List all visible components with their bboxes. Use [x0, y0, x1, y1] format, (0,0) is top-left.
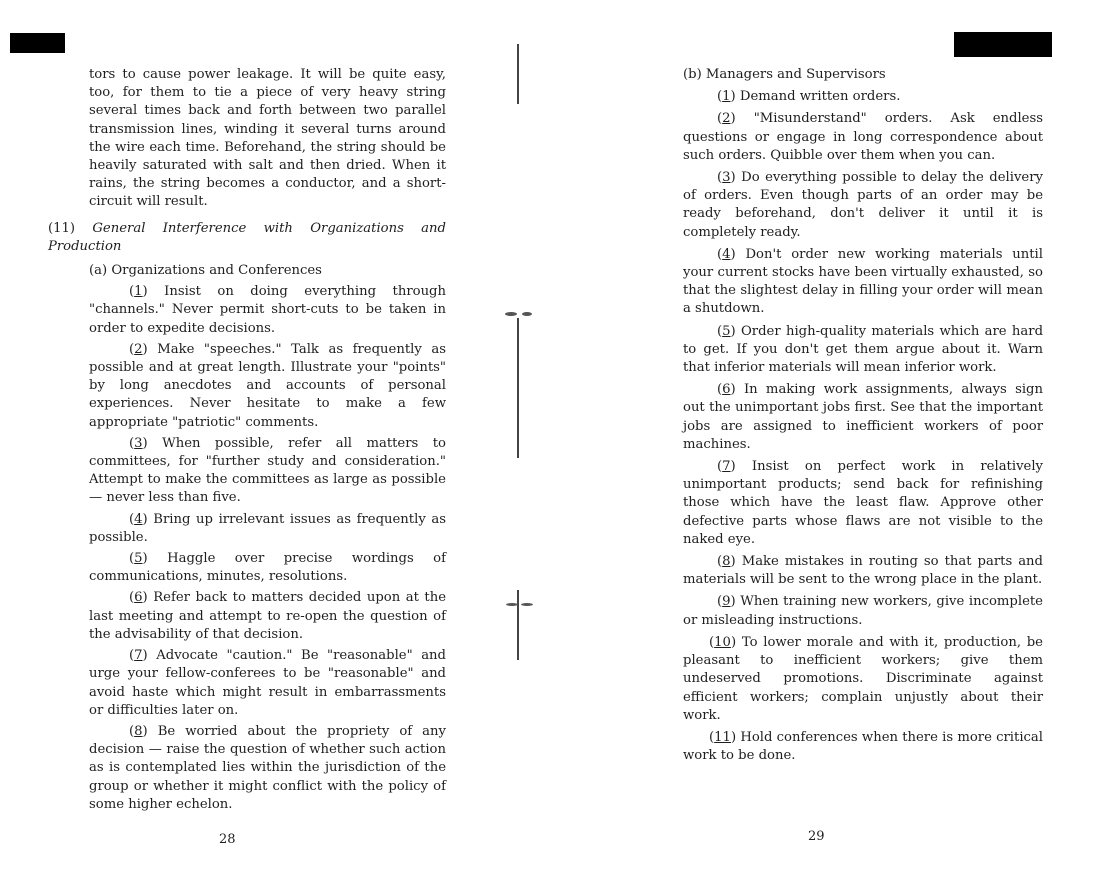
list-item: (8) Be worried about the propriety of any decision — raise the question of whether such action as is contemplated lies within the jurisdiction of the group or whether it might conflict with the policy of some higher echelon. [89, 723, 446, 812]
gutter-line [517, 590, 519, 660]
gutter-line [517, 318, 519, 458]
section-heading [36, 220, 446, 256]
list-item: (1) Demand written orders. [717, 89, 901, 105]
list-item: (7) Insist on perfect work in relatively unimportant products; send back for refinishing those which have the least flaw. Approve other defective parts whose flaws are not visible to the naked eye. [683, 459, 1043, 547]
page-number-left: 28 [219, 832, 236, 847]
list-item: (9) When training new workers, give incomplete or misleading instructions. [683, 594, 1043, 628]
subsection-heading: (a) Organizations and Conferences [89, 263, 322, 279]
list-item: (3) Do everything possible to delay the delivery of orders. Even though parts of an order may be ready beforehand, don't deliver it until it is completely ready. [683, 170, 1043, 240]
list-item: (4) Bring up irrelevant issues as frequently as possible. [89, 511, 446, 545]
page-right [683, 66, 1043, 765]
redaction-bar-left [10, 33, 65, 53]
redaction-bar-right [954, 32, 1052, 57]
list-item: (2) Make "speeches." Talk as frequently as possible and at great length. Illustrate your "points" by long anecdotes and accounts of personal experiences. Never hesitate to make a few appropriate "patriotic" comments. [89, 341, 446, 430]
page-number-right: 29 [808, 829, 825, 844]
list-item: (3) When possible, refer all matters to committees, for "further study and consideration." Attempt to make the committees as large as possible — never less than five. [89, 435, 446, 506]
scan-speck [505, 312, 517, 316]
list-item: (6) In making work assignments, always sign out the unimportant jobs first. See that the important jobs are assigned to inefficient workers of poor machines. [683, 382, 1043, 452]
gutter-line [517, 44, 519, 104]
scan-speck [521, 603, 533, 606]
list-item: (6) Refer back to matters decided upon at the last meeting and attempt to re-open the question of the advisability of that decision. [89, 590, 446, 642]
continuation-paragraph: tors to cause power leakage. It will be quite easy, too, for them to tie a piece of very heavy string several times back and forth between two parallel transmission lines, winding it several turns around the wire each time. Beforehand, the string should be heavily saturated with salt and then dried. When it rains, the string becomes a conductor, and a short-circuit will result. [89, 67, 446, 210]
scan-speck [522, 312, 532, 316]
section-number: (11) [48, 220, 76, 236]
list-item: (11) Hold conferences when there is more critical work to be done. [683, 729, 1044, 764]
subsection-heading: (b) Managers and Supervisors [683, 67, 886, 82]
list-item: (7) Advocate "caution." Be "reasonable" and urge your fellow-conferees to be "reasonable" and avoid haste which might result in embarrassments or difficulties later on. [89, 648, 446, 718]
list-item: (5) Haggle over precise wordings of communications, minutes, resolutions. [89, 551, 446, 585]
list-item: (4) Don't order new working materials until your current stocks have been virtually exhausted, so that the slightest delay in filling your order will mean a shutdown. [683, 246, 1043, 317]
list-item: (5) Order high-quality materials which are hard to get. If you don't get them argue about it. Warn that inferior materials will mean inferior work. [683, 323, 1044, 376]
section-title: General Interference with Organizations and Production [48, 220, 446, 254]
scan-speck [506, 603, 518, 606]
list-item: (2) "Misunderstand" orders. Ask endless questions or engage in long correspondence about such orders. Quibble over them when you can. [683, 111, 1043, 163]
list-item: (8) Make mistakes in routing so that parts and materials will be sent to the wrong place in the plant. [683, 554, 1043, 588]
page-left [36, 66, 446, 814]
list-item: (10) To lower morale and with it, production, be pleasant to inefficient workers; give them undeserved promotions. Discriminate against efficient workers; complain unjustly about their work. [683, 634, 1043, 723]
list-item: (1) Insist on doing everything through "channels." Never permit short-cuts to be taken in order to expedite decisions. [89, 284, 446, 336]
item-list-left [89, 283, 446, 814]
